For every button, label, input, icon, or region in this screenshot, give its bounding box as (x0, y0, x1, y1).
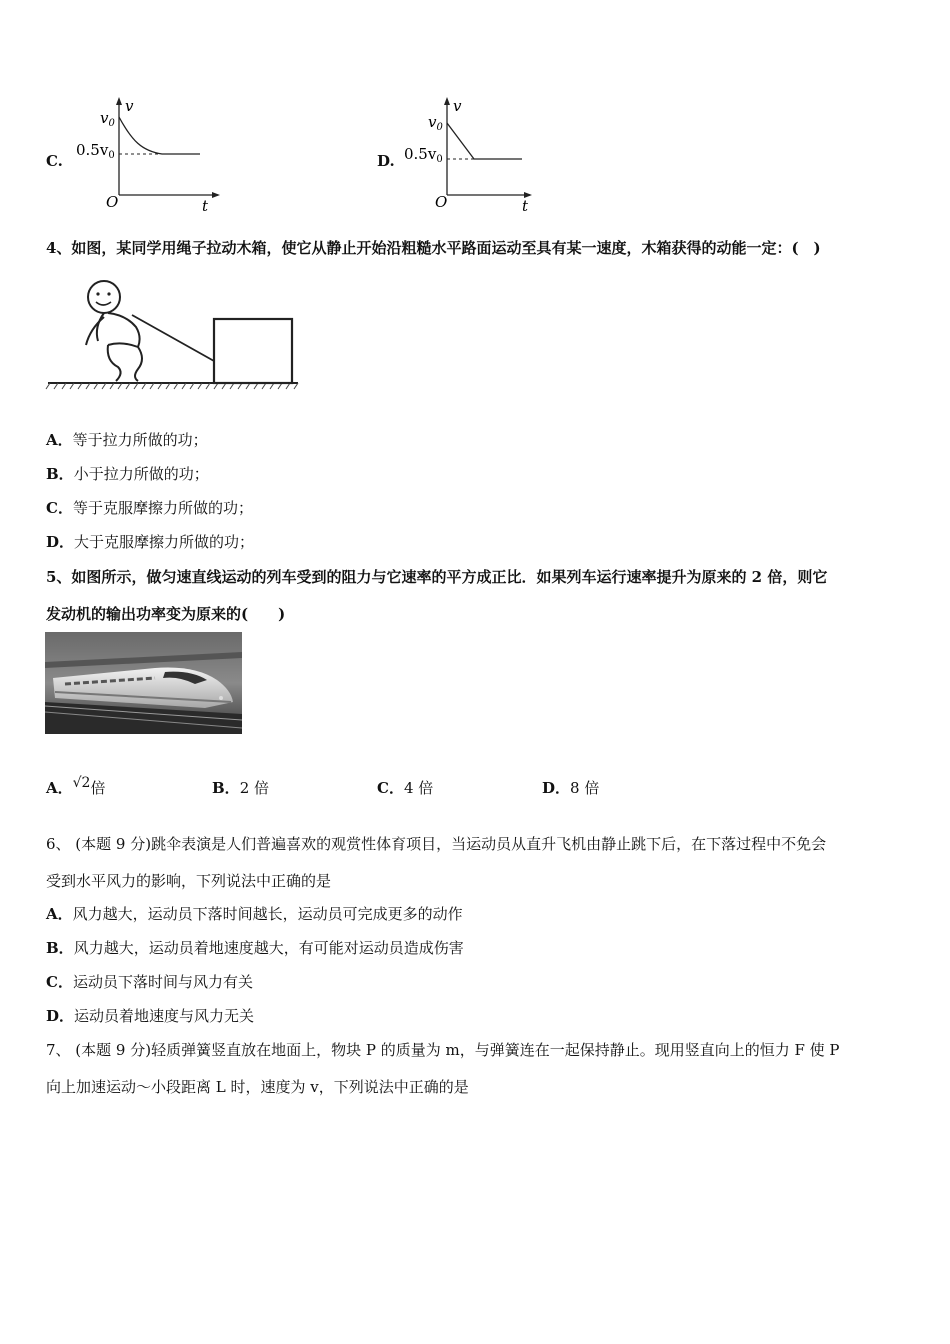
svg-text:t: t (522, 197, 529, 215)
svg-text:O: O (106, 193, 119, 211)
q5-stem-line1: 5、如图所示，做匀速直线运动的列车受到的阻力与它速率的平方成正比．如果列车运行速率提升为原来的 2 倍，则它 (46, 568, 828, 586)
q4-figure-person-pulling-box (46, 275, 301, 395)
svg-text:0.5v0: $0.5v_0$ (404, 145, 443, 165)
q4-stem: 4、如图，某同学用绳子拉动木箱，使它从静止开始沿粗糙水平路面运动至具有某一速度，木箱获得的动能一定：( ) (46, 239, 821, 257)
q5-option-b[interactable]: B．2 倍 (212, 779, 269, 797)
q5-train-photo (45, 632, 242, 734)
sqrt-two: √2 (72, 775, 91, 791)
q3-c-axis-v: v (125, 97, 134, 115)
q6-stem-line1: 6、 (本题 9 分)跳伞表演是人们普遍喜欢的观赏性体育项目，当运动员从直升飞机由静止跳下后，在下落过程中不免会 (46, 835, 827, 853)
q4-option-b[interactable]: B．小于拉力所做的功； (46, 465, 209, 483)
svg-text:v: v (453, 97, 462, 115)
q7-stem-line2: 向上加速运动～小段距离 L 时，速度为 v，下列说法中正确的是 (46, 1078, 469, 1096)
q5-option-d[interactable]: D．8 倍 (542, 779, 600, 797)
q3-option-c-label: C. (46, 152, 63, 170)
svg-text:t: t (202, 197, 209, 215)
q5-stem-line2: 发动机的输出功率变为原来的( ) (46, 605, 286, 623)
q3-graph-d (398, 95, 558, 213)
q3-graph-c (70, 95, 230, 213)
q6-option-b[interactable]: B．风力越大，运动员着地速度越大，有可能对运动员造成伤害 (46, 939, 464, 957)
q5-option-a[interactable]: A．√2倍 (46, 775, 106, 797)
svg-text:v0: $v_0$ (428, 113, 443, 133)
q6-option-c[interactable]: C．运动员下落时间与风力有关 (46, 973, 253, 991)
q7-stem-line1: 7、 (本题 9 分)轻质弹簧竖直放在地面上，物块 P 的质量为 m，与弹簧连在一起保持静止。现用竖直向上的恒力 F 使 P (46, 1041, 840, 1059)
q6-option-d[interactable]: D．运动员着地速度与风力无关 (46, 1007, 255, 1025)
svg-text:0.5v0: $0.5v_0$ (76, 141, 115, 161)
svg-text:v0: $v_0$ (100, 109, 115, 129)
q4-option-a[interactable]: A．等于拉力所做的功； (46, 431, 208, 449)
svg-text:O: O (435, 193, 448, 211)
q6-option-a[interactable]: A．风力越大，运动员下落时间越长，运动员可完成更多的动作 (46, 905, 463, 923)
q4-option-c[interactable]: C．等于克服摩擦力所做的功； (46, 499, 253, 517)
q6-stem-line2: 受到水平风力的影响，下列说法中正确的是 (46, 872, 332, 890)
q4-option-d[interactable]: D．大于克服摩擦力所做的功； (46, 533, 255, 551)
q5-option-c[interactable]: C．4 倍 (377, 779, 434, 797)
q3-option-d-label: D. (377, 152, 395, 170)
